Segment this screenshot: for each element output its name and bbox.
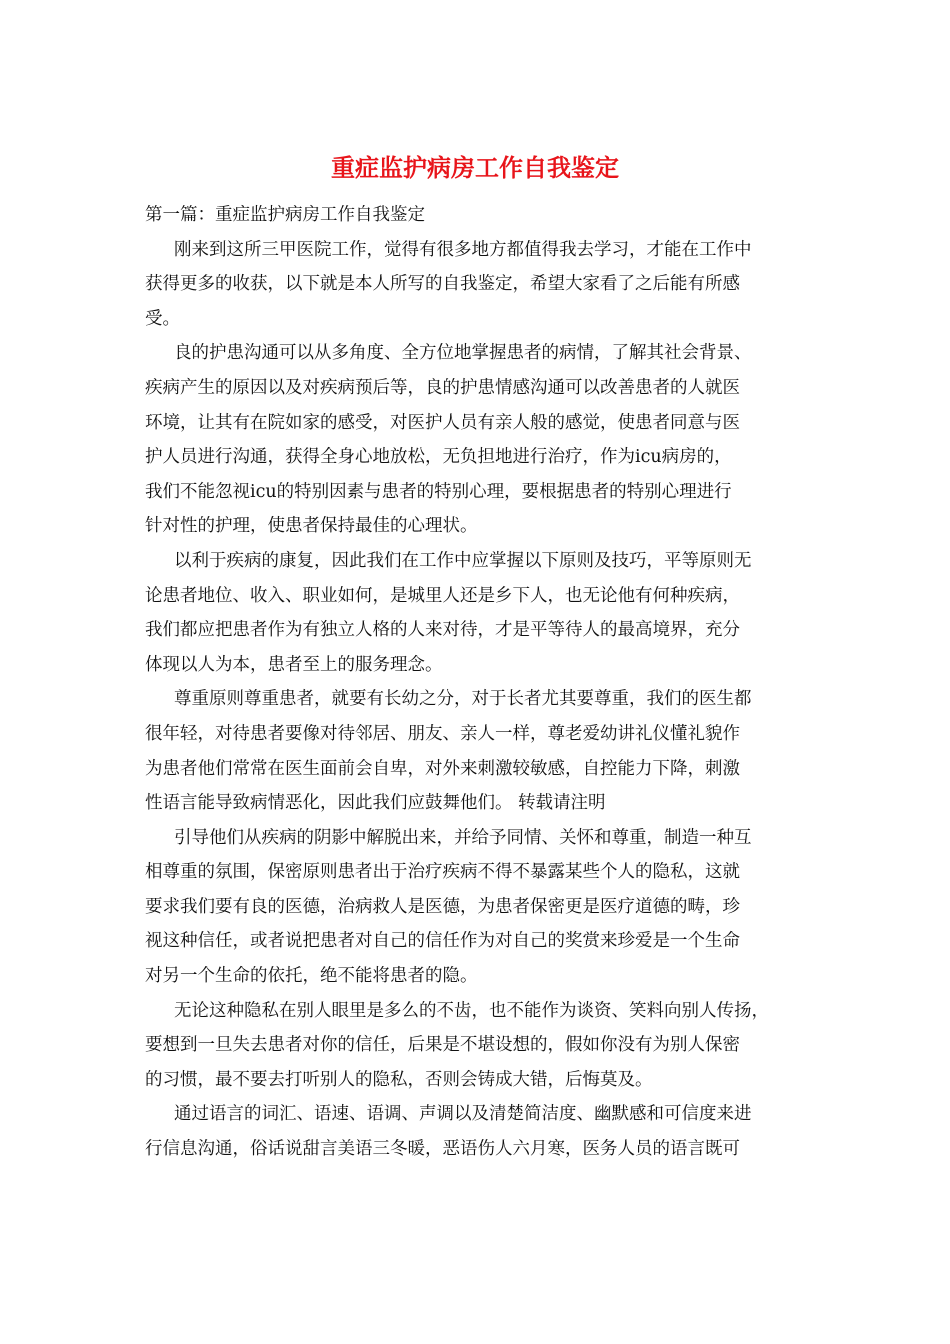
text-line: 我们不能忽视icu的特别因素与患者的特别心理，要根据患者的特别心理进行 [145, 481, 732, 502]
text-line: 体现以人为本，患者至上的服务理念。 [145, 654, 443, 675]
text-line: 刚来到这所三甲医院工作，觉得有很多地方都值得我去学习，才能在工作中 [174, 239, 752, 260]
text-line: 相尊重的氛围，保密原则患者出于治疗疾病不得不暴露某些个人的隐私，这就 [145, 862, 740, 883]
text-line: 第一篇：重症监护病房工作自我鉴定 [145, 205, 425, 225]
text-line: 性语言能导致病情恶化，因此我们应鼓舞他们。 转载请注明 [145, 793, 606, 814]
text-line: 尊重原则尊重患者，就要有长幼之分，对于长者尤其要尊重，我们的医生都 [174, 689, 752, 710]
text-line: 通过语言的词汇、语速、语调、声调以及清楚简洁度、幽默感和可信度来进 [174, 1104, 752, 1125]
text-line: 良的护患沟通可以从多角度、全方位地掌握患者的病情，了解其社会背景、 [174, 343, 752, 364]
document-title: 重症监护病房工作自我鉴定 [331, 153, 619, 182]
text-line: 引导他们从疾病的阴影中解脱出来，并给予同情、关怀和尊重，制造一种互 [174, 827, 752, 848]
text-line: 对另一个生命的依托，绝不能将患者的隐。 [145, 966, 478, 987]
text-line: 获得更多的收获，以下就是本人所写的自我鉴定，希望大家看了之后能有所感 [145, 274, 740, 295]
text-line: 针对性的护理，使患者保持最佳的心理状。 [145, 516, 478, 537]
text-line: 的习惯，最不要去打听别人的隐私，否则会铸成大错，后悔莫及。 [145, 1069, 653, 1090]
text-line: 疾病产生的原因以及对疾病预后等，良的护患情感沟通可以改善患者的人就医 [145, 377, 740, 398]
text-line: 我们都应把患者作为有独立人格的人来对待，才是平等待人的最高境界，充分 [145, 620, 740, 641]
text-line: 要想到一旦失去患者对你的信任，后果是不堪设想的，假如你没有为别人保密 [145, 1035, 740, 1056]
text-line: 要求我们要有良的医德，治病救人是医德，为患者保密更是医疗道德的畴，珍 [145, 896, 740, 917]
text-line: 受。 [145, 308, 180, 329]
text-line: 很年轻，对待患者要像对待邻居、朋友、亲人一样，尊老爱幼讲礼仪懂礼貌作 [145, 723, 740, 744]
text-line: 无论这种隐私在别人眼里是多么的不齿，也不能作为谈资、笑料向别人传扬， [174, 1000, 769, 1021]
document-body [145, 198, 815, 1167]
text-line: 论患者地位、收入、职业如何，是城里人还是乡下人，也无论他有何种疾病， [145, 585, 740, 606]
text-line: 行信息沟通，俗话说甜言美语三冬暖，恶语伤人六月寒，医务人员的语言既可 [145, 1139, 740, 1160]
text-line: 护人员进行沟通，获得全身心地放松，无负担地进行治疗，作为icu病房的， [145, 447, 732, 468]
text-line: 环境，让其有在院如家的感受，对医护人员有亲人般的感觉，使患者同意与医 [145, 412, 740, 433]
text-line: 以利于疾病的康复，因此我们在工作中应掌握以下原则及技巧，平等原则无 [174, 550, 752, 571]
text-line: 为患者他们常常在医生面前会自卑，对外来刺激较敏感，自控能力下降，刺激 [145, 758, 740, 779]
text-line: 视这种信任，或者说把患者对自己的信任作为对自己的奖赏来珍爱是一个生命 [145, 931, 740, 952]
